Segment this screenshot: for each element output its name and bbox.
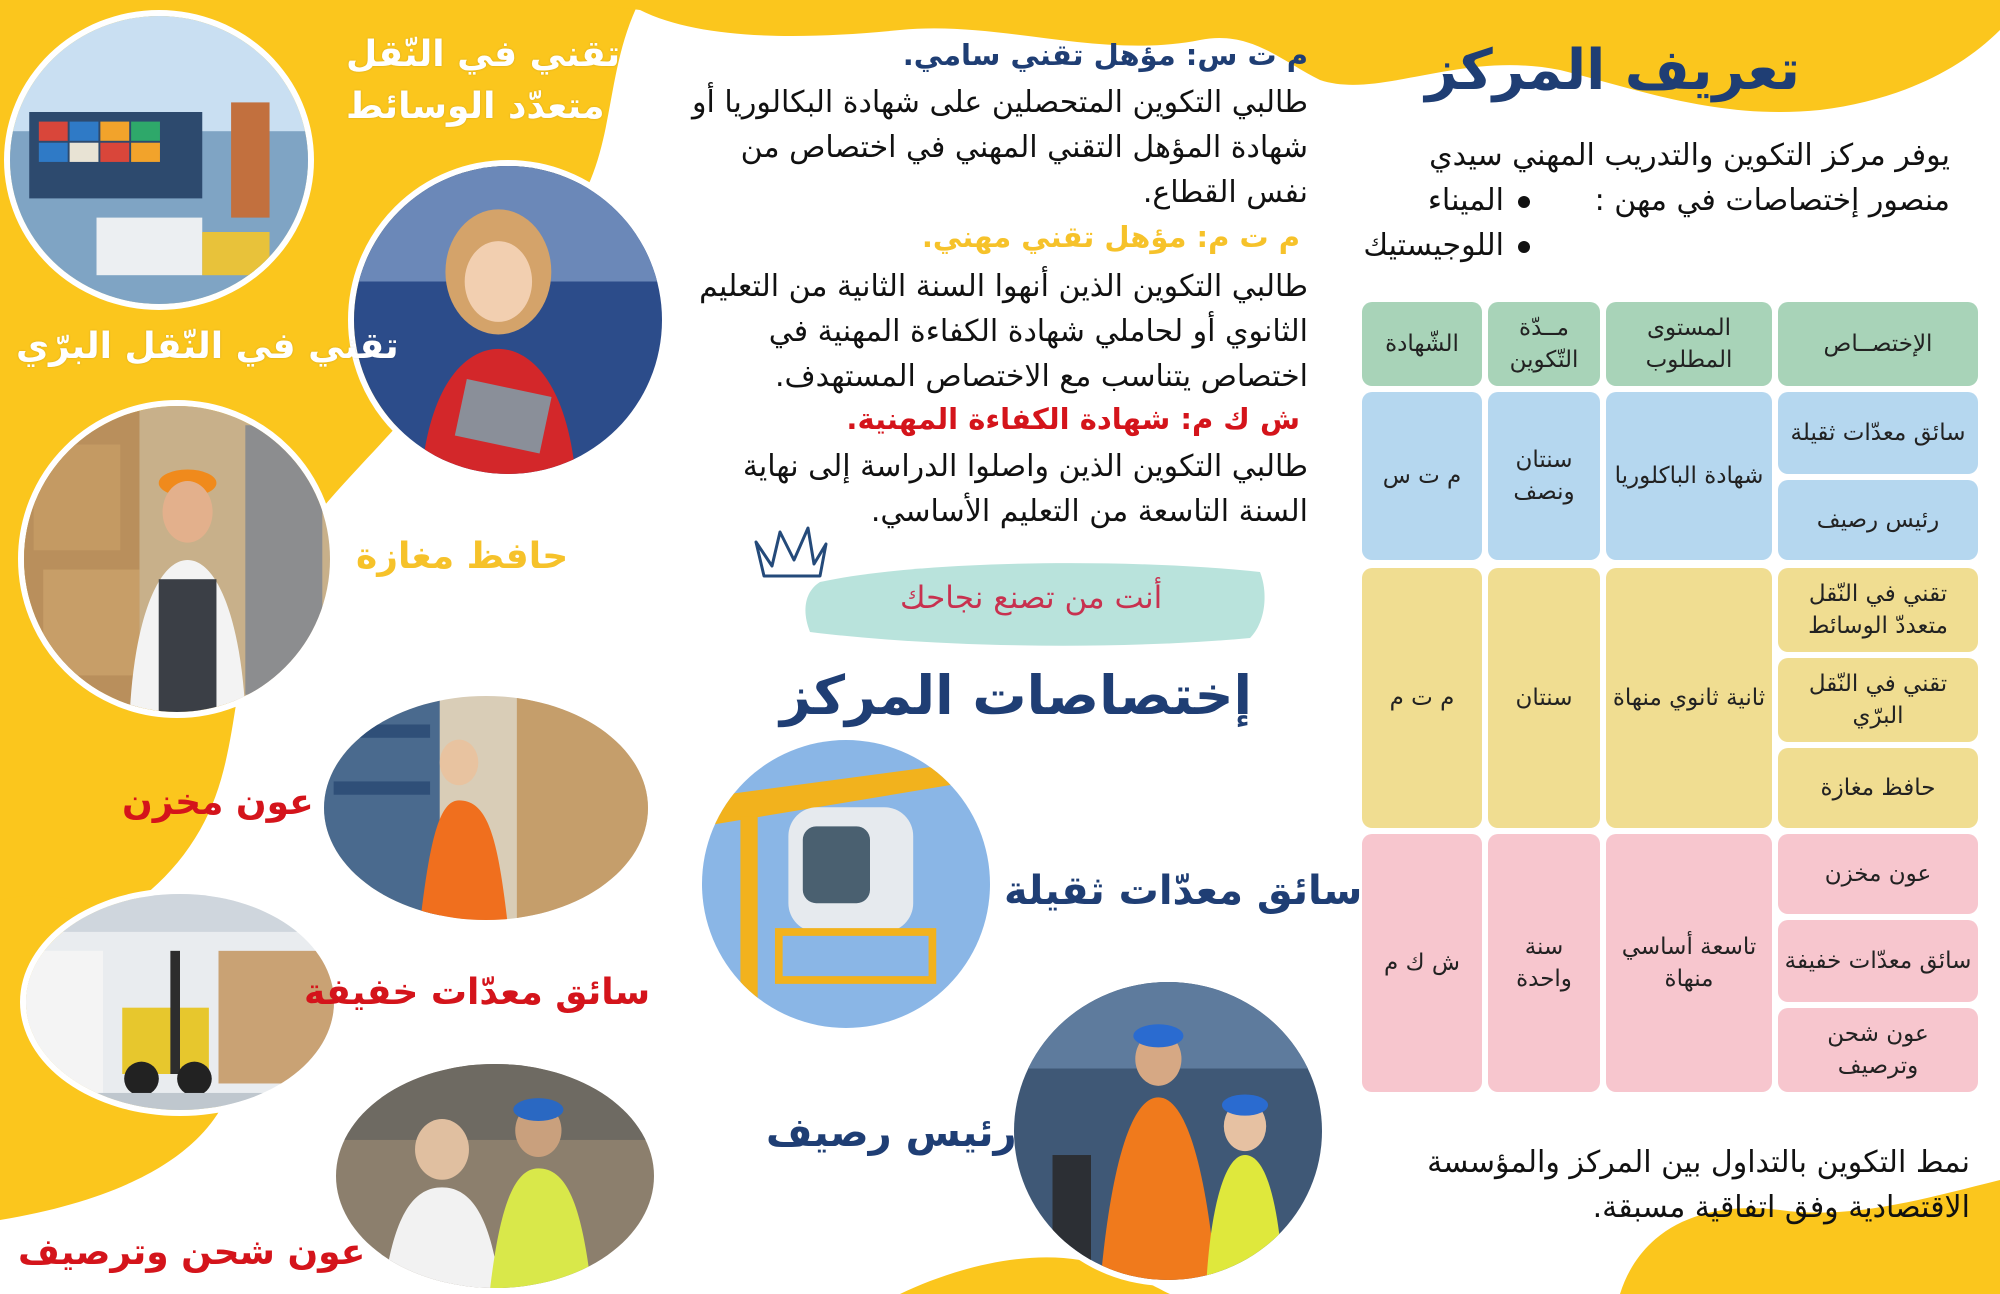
mtm-line: طالبي التكوين الذين أنهوا السنة الثانية من التعليم: [699, 269, 1308, 304]
duration-cell: سنة واحدة: [1488, 834, 1600, 1092]
footer-line-2: الاقتصادية وفق اتفاقية مسبقة.: [1592, 1190, 1970, 1225]
photo-light-equipment: [20, 888, 340, 1116]
photo-heavy-equipment: [696, 734, 996, 1034]
specialty-cell: رئيس رصيف: [1778, 480, 1978, 560]
specialty-cell: سائق معدّات ثقيلة: [1778, 392, 1978, 474]
profession-logistics: اللوجيستيك: [1363, 228, 1504, 263]
header-duration: مــدّة التّكوين: [1488, 302, 1600, 386]
mtm-line: الثانوي أو لحاملي شهادة الكفاءة المهنية في: [768, 314, 1308, 349]
mts-line: طالبي التكوين المتحصلين على شهادة البكالوريا أو: [692, 85, 1308, 120]
skm-line: السنة التاسعة من التعليم الأساسي.: [870, 494, 1308, 529]
specialty-cell: حافظ مغازة: [1778, 748, 1978, 828]
profession-list-item: [1363, 223, 1530, 268]
label-warehouse-agent: عون مخزن: [122, 782, 314, 823]
specialty-cell: تقني في النّقل متعددّ الوسائط: [1778, 568, 1978, 652]
section-title: إختصاصات المركز: [780, 664, 1253, 727]
skm-heading: ش ك م: شهادة الكفاءة المهنية.: [846, 402, 1300, 436]
diploma-cell: م ت س: [1362, 392, 1482, 560]
duration-cell: سنتان ونصف: [1488, 392, 1600, 560]
header-level: المستوى المطلوب: [1606, 302, 1772, 386]
mts-line: نفس القطاع.: [1142, 175, 1308, 210]
about-line-2: منصور إختصاصات في مهن :: [1594, 183, 1950, 218]
label-multimodal-2: متعدّد الوسائط: [346, 86, 605, 127]
photo-dock-chief: [1008, 976, 1328, 1286]
level-cell: شهادة الباكلوريا: [1606, 392, 1772, 560]
specialty-cell: تقني في النّقل البرّي: [1778, 658, 1978, 742]
header-diploma: الشّهادة: [1362, 302, 1482, 386]
label-heavy-equipment: سائق معدّات ثقيلة: [1004, 868, 1363, 914]
mts-heading: م ت س: مؤهل تقني سامي.: [902, 38, 1308, 72]
photo-storekeeper: [18, 400, 336, 718]
label-light-equipment: سائق معدّات خفيفة: [304, 972, 651, 1013]
label-dock-chief: رئيس رصيف: [766, 1110, 1017, 1156]
bullet-icon: [1518, 241, 1530, 253]
photo-land-transport: [348, 160, 668, 480]
photo-warehouse-agent: [318, 690, 654, 926]
specialties-table: [1360, 300, 1980, 1100]
mts-line: شهادة المؤهل التقني المهني في اختصاص من: [740, 130, 1308, 165]
slogan: أنت من تصنع نجاحك: [900, 580, 1163, 616]
bullet-icon: [1518, 196, 1530, 208]
photo-multimodal: [4, 10, 314, 310]
about-line-1: يوفر مركز التكوين والتدريب المهني سيدي: [1429, 138, 1950, 173]
specialty-cell: سائق معدّات خفيفة: [1778, 920, 1978, 1002]
label-storekeeper: حافظ مغازة: [356, 536, 569, 577]
photo-shipping-agent: [330, 1058, 660, 1294]
level-cell: ثانية ثانوي منهاة: [1606, 568, 1772, 828]
label-land-transport: تقني في النّقل البرّي: [16, 326, 399, 367]
skm-line: طالبي التكوين الذين واصلوا الدراسة إلى نهاية: [742, 449, 1308, 484]
duration-cell: سنتان: [1488, 568, 1600, 828]
level-cell: تاسعة أساسي منهاة: [1606, 834, 1772, 1092]
profession-port: الميناء: [1427, 183, 1504, 218]
mtm-heading: م ت م: مؤهل تقني مهني.: [921, 220, 1300, 254]
header-specialty: الإختصــاص: [1778, 302, 1978, 386]
about-title: تعريف المركز: [1425, 38, 1800, 103]
diploma-cell: ش ك م: [1362, 834, 1482, 1092]
label-shipping-agent: عون شحن وترصيف: [18, 1232, 366, 1273]
footer-line-1: نمط التكوين بالتداول بين المركز والمؤسسة: [1427, 1145, 1970, 1180]
profession-list-item: [1428, 178, 1530, 223]
specialty-cell: عون مخزن: [1778, 834, 1978, 914]
diploma-cell: م ت م: [1362, 568, 1482, 828]
mtm-line: اختصاص يتناسب مع الاختصاص المستهدف.: [774, 359, 1308, 394]
specialty-cell: عون شحن وترصيف: [1778, 1008, 1978, 1092]
label-multimodal-1: تقني في النّقل: [346, 34, 621, 75]
